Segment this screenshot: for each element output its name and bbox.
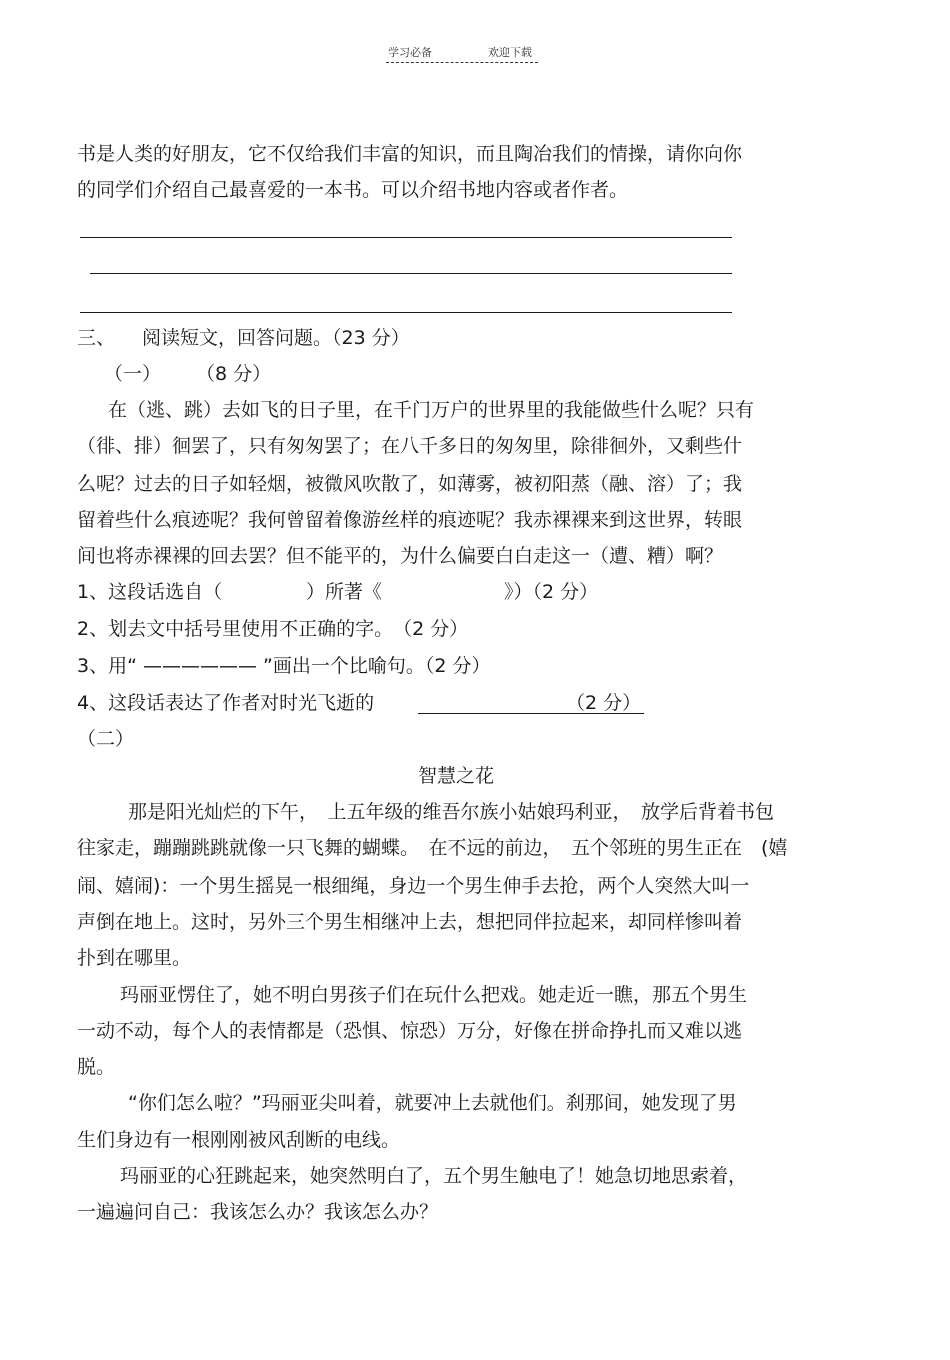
question-4-prefix: 4、这段话表达了作者对时光飞逝的 bbox=[77, 692, 375, 714]
passage-2-title: 智慧之花 bbox=[418, 765, 495, 787]
question-1-mid: ）所著《 bbox=[306, 581, 383, 603]
question-3: 3、用“ —————— ”画出一个比喻句。（2 分） bbox=[77, 655, 491, 677]
question-4-score: （2 分） bbox=[566, 692, 642, 714]
answer-line-2 bbox=[90, 273, 732, 274]
passage-1-line-3: 么呢？过去的日子如轻烟，被微风吹散了，如薄雾，被初阳蒸（融、溶）了；我 bbox=[77, 473, 743, 495]
passage-2-line-1: 那是阳光灿烂的下午， 上五年级的维吾尔族小姑娘玛利亚， 放学后背着书包 bbox=[128, 801, 775, 823]
section-3-title: 阅读短文，回答问题。（23 分） bbox=[142, 327, 410, 349]
passage-1-line-5: 间也将赤裸裸的回去罢？但不能平的，为什么偏要白白走这一（遭、糟）啊？ bbox=[77, 545, 724, 567]
part-1-score: （8 分） bbox=[196, 363, 272, 385]
header-left: 学习必备 bbox=[388, 46, 432, 59]
passage-2-line-3: 闹、嬉闹)：一个男生摇晃一根细绳，身边一个男生伸手去抢，两个人突然大叫一 bbox=[77, 875, 750, 897]
passage-1-line-2: （徘、排）徊罢了，只有匆匆罢了；在八千多日的匆匆里，除徘徊外，又剩些什 bbox=[77, 435, 743, 457]
section-3-label: 三、 bbox=[77, 327, 116, 349]
intro-line-2: 的同学们介绍自己最喜爱的一本书。可以介绍书地内容或者作者。 bbox=[77, 179, 629, 201]
answer-line-3 bbox=[80, 312, 732, 313]
passage-2-line-12: 一遍遍问自己：我该怎么办？我该怎么办？ bbox=[77, 1201, 439, 1223]
passage-2-line-9: “你们怎么啦？”玛丽亚尖叫着，就要冲上去就他们。刹那间，她发现了男 bbox=[128, 1092, 737, 1114]
passage-2-line-2: 往家走，蹦蹦跳跳就像一只飞舞的蝴蝶。 在不远的前边， 五个邻班的男生正在 (嬉 bbox=[77, 837, 788, 859]
passage-2-line-6: 玛丽亚愣住了，她不明白男孩子们在玩什么把戏。她走近一瞧，那五个男生 bbox=[120, 984, 748, 1006]
passage-1-line-1: 在（逃、跳）去如飞的日子里，在千门万户的世界里的我能做些什么呢？只有 bbox=[108, 399, 755, 421]
intro-line-1: 书是人类的好朋友，它不仅给我们丰富的知识，而且陶冶我们的情操，请你向你 bbox=[77, 143, 743, 165]
passage-1-line-4: 留着些什么痕迹呢？我何曾留着像游丝样的痕迹呢？我赤裸裸来到这世界，转眼 bbox=[77, 509, 743, 531]
passage-2-line-10: 生们身边有一根刚刚被风刮断的电线。 bbox=[77, 1129, 401, 1151]
passage-2-line-5: 扑到在哪里。 bbox=[77, 947, 192, 969]
part-2-label: （二） bbox=[77, 728, 135, 750]
header-right: 欢迎下载 bbox=[488, 46, 532, 59]
passage-2-line-11: 玛丽亚的心狂跳起来，她突然明白了，五个男生触电了！她急切地思索着， bbox=[120, 1165, 748, 1187]
passage-2-line-7: 一动不动，每个人的表情都是（恐惧、惊恐）万分，好像在拼命挣扎而又难以逃 bbox=[77, 1020, 743, 1042]
answer-line-1 bbox=[80, 237, 732, 238]
passage-2-line-8: 脱。 bbox=[77, 1056, 116, 1078]
question-1-suffix: 》）（2 分） bbox=[504, 581, 599, 603]
part-1-label: （一） bbox=[104, 363, 162, 385]
passage-2-line-4: 声倒在地上。这时，另外三个男生相继冲上去，想把同伴拉起来，却同样惨叫着 bbox=[77, 911, 743, 933]
header-divider bbox=[386, 62, 538, 63]
question-1-prefix: 1、这段话选自（ bbox=[77, 581, 223, 603]
question-2: 2、划去文中括号里使用不正确的字。 （2 分） bbox=[77, 618, 469, 640]
